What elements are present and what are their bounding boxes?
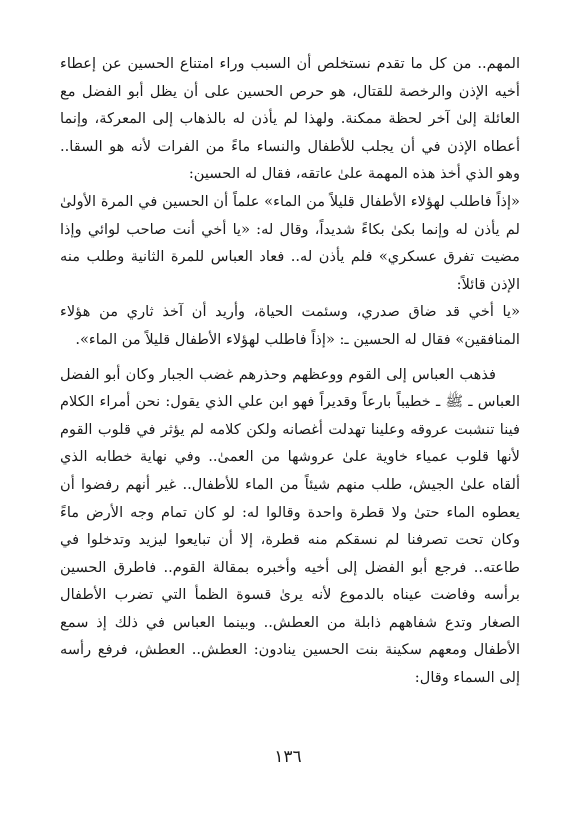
paragraph-4: فذهب العباس إلى القوم ووعظهم وحذرهم غضب الجبار وكان أبو الفضل العباس ـ ﷺ ـ خطيباً بارعاً وقديراً فهو ابن علي الذي يقول: نحن أمراء الكلام فينا تنشبت عروقه وعلينا تهدلت أغصانه ولكن كلامه لم يؤثر في قلوب القوم لأنها قلوب عمياء خاوية علىٰ عروشها من العمىٰ.. وفي نهاية خطابه الذي ألقاه علىٰ الجيش، طلب منهم شيئاً من الماء للأطفال.. غير أنهم رفضوا أن يعطوه الماء حتىٰ ولا قطرة واحدة وقالوا له: لو كان تمام وجه الأرض ماءً وكان تحت تصرفنا لم نسقكم منه قطرة، إلا أن تبايعوا ليزيد وتدخلوا في طاعته.. فرجع أبو الفضل إلى أخيه وأخبره بمقالة القوم.. فاطرق الحسين برأسه وفاضت عيناه بالدموع لأنه يرىٰ قسوة الظمأ التي تضرب الأطفال الصغار وتدع شفاههم ذابلة من العطش.. وبينما العباس في ذلك إذ سمع الأطفال ومعهم سكينة بنت الحسين ينادون: العطش.. العطش، فرفع رأسه إلى السماء وقال: bbox=[60, 365, 521, 687]
page-number: ١٣٦ bbox=[274, 747, 302, 767]
paragraph-3: «يا أخي قد ضاق صدري، وسئمت الحياة، وأريد أن آخذ ثاري من هؤلاء المنافقين» فقال له الحسين ـ: «إذاً فاطلب لهؤلاء الأطفال قليلاً من الماء». bbox=[60, 303, 520, 348]
paragraph-1: المهم.. من كل ما تقدم نستخلص أن السبب وراء امتناع الحسين عن إعطاء أخيه الإذن والرخصة للقتال، هو حرص الحسين على أن يظل أبو الفضل مع العائلة إلىٰ آخر لحظة ممكنة. ولهذا لم يأذن له بالذهاب إلى المعركة، وإنما أعطاه الإذن في أن يجلب للأطفال والنساء ماءً من الفرات لأنه هو السقا.. وهو الذي أخذ هذه المهمة علىٰ عاتقه، فقال له الحسين: bbox=[60, 55, 520, 183]
page-body bbox=[60, 50, 520, 692]
paragraph-2: «إذاً فاطلب لهؤلاء الأطفال قليلاً من الماء» علماً أن الحسين في المرة الأولىٰ لم يأذن له وإنما بكىٰ بكاءً شديداً، وقال له: «يا أخي أنت صاحب لوائي وإذا مضيت تفرق عسكري» فلم يأذن له.. فعاد العباس للمرة الثانية وطلب منه الإذن قائلاً: bbox=[60, 192, 520, 293]
